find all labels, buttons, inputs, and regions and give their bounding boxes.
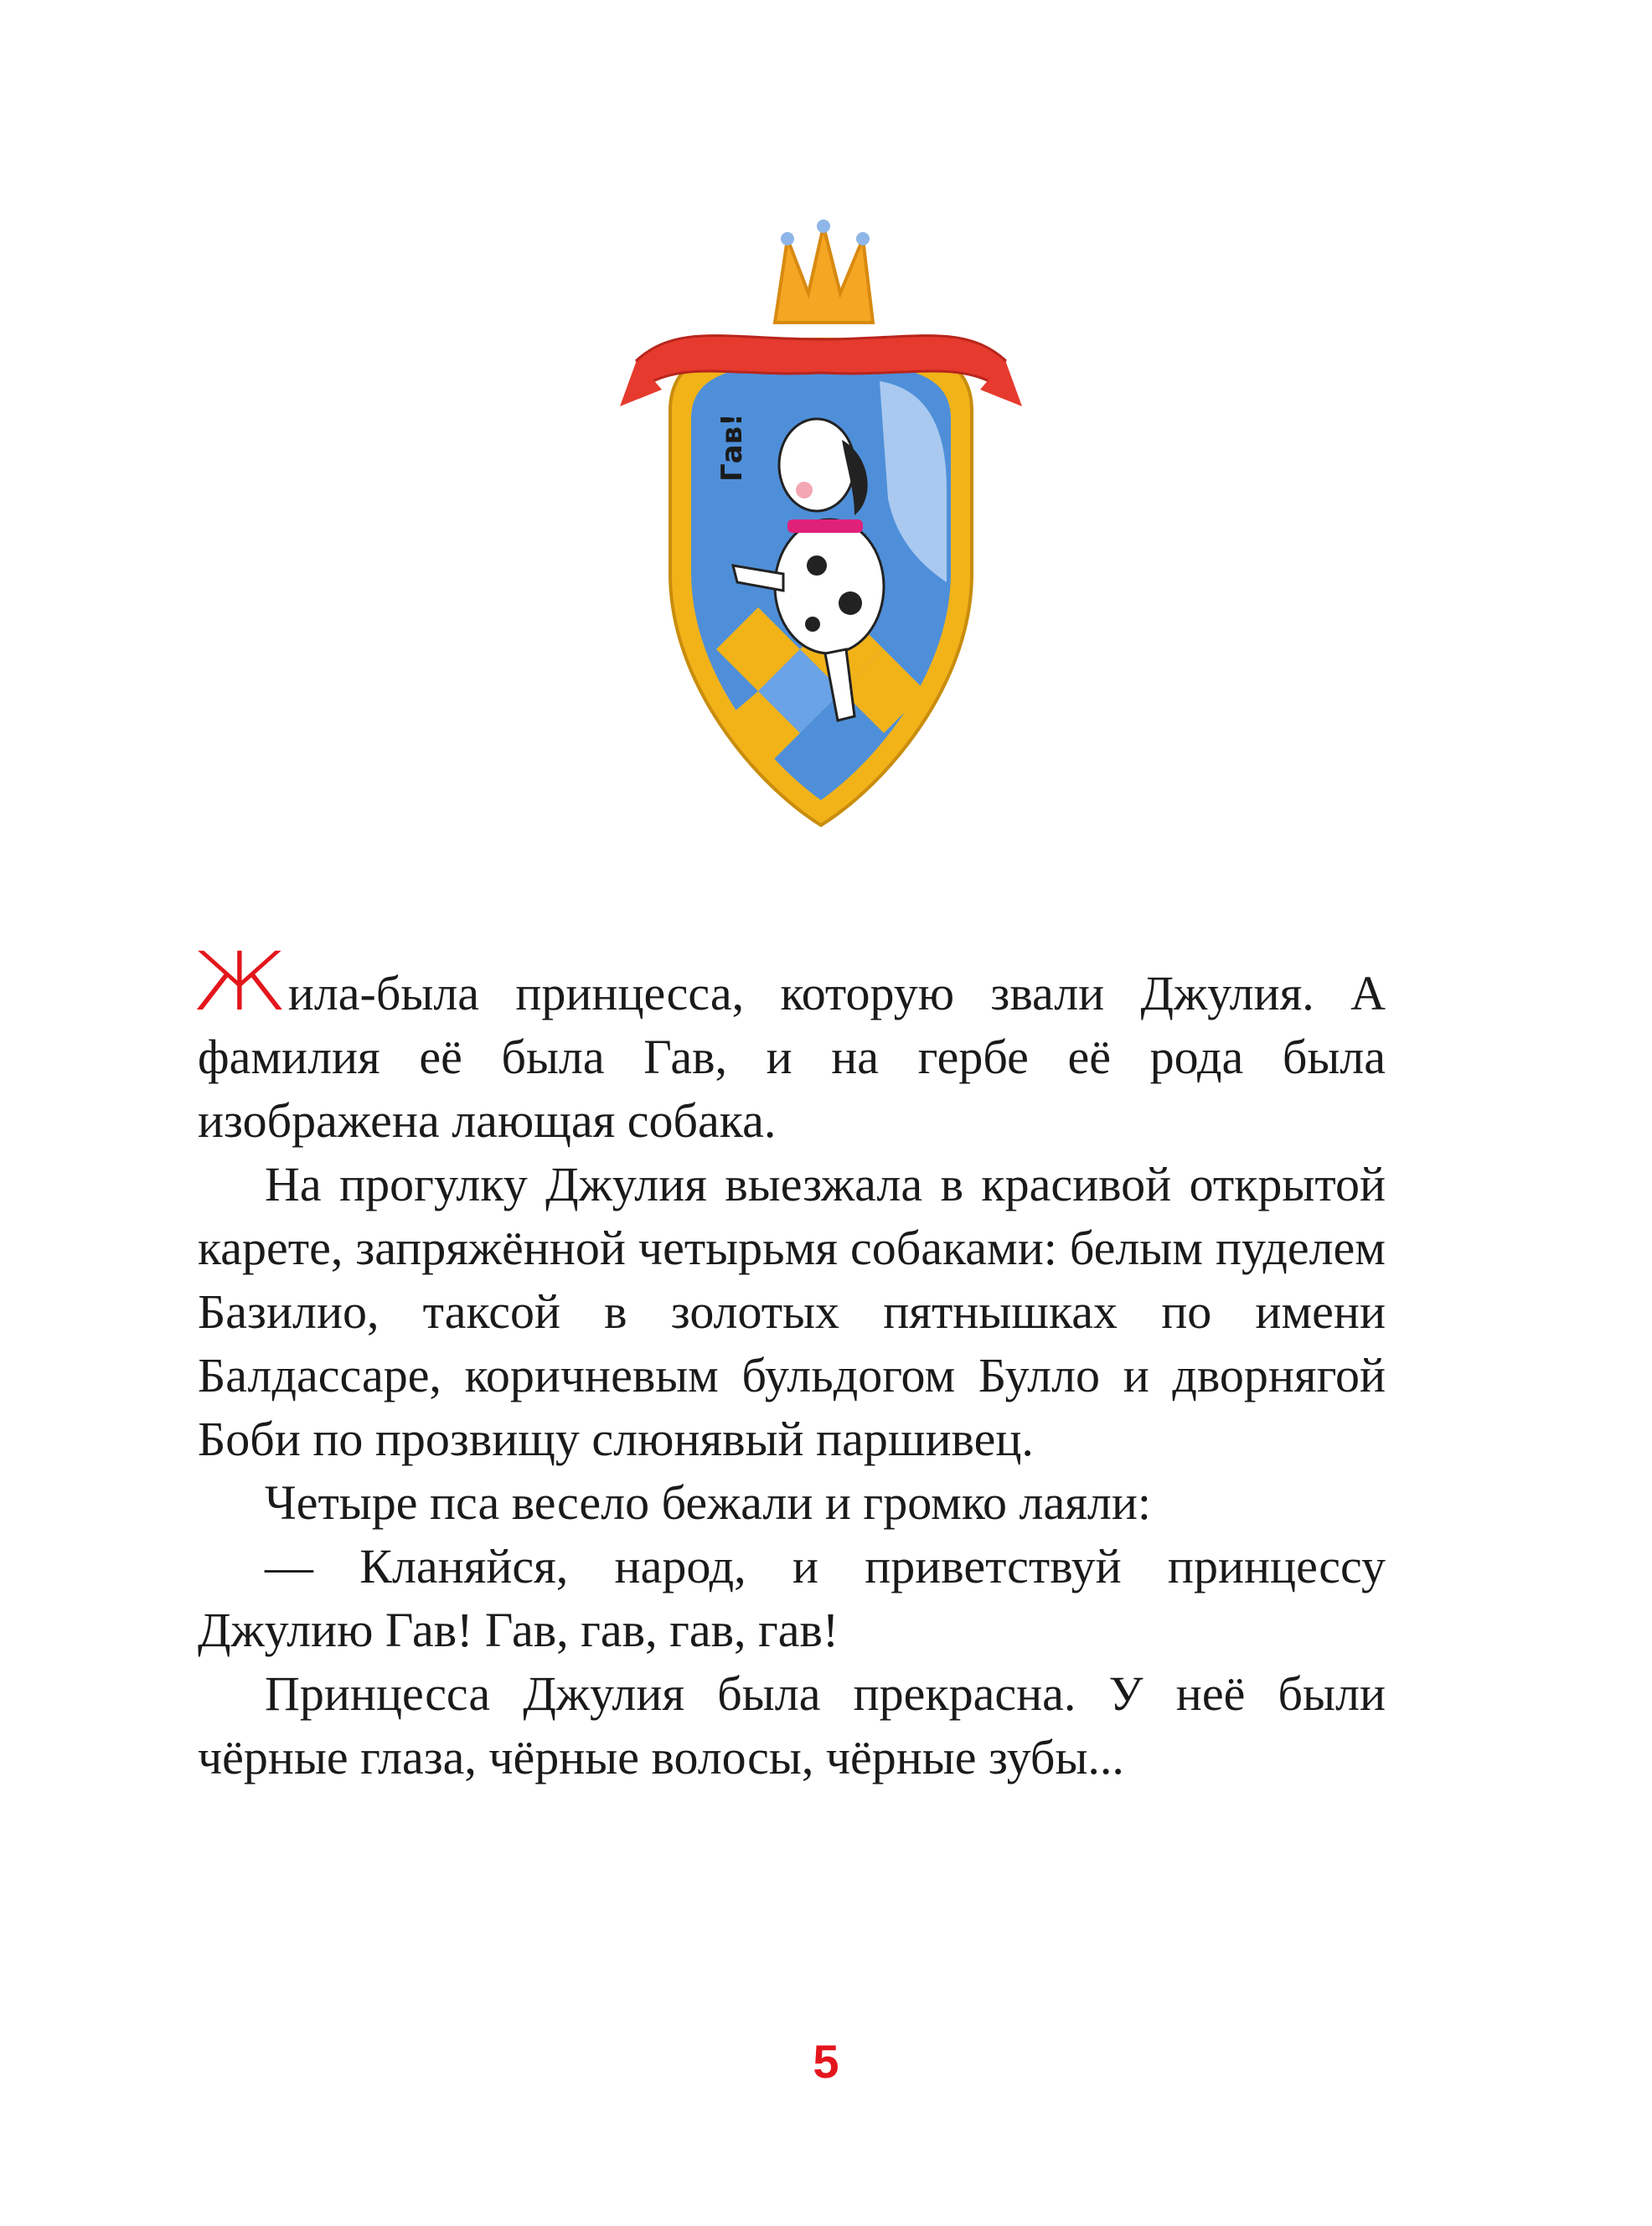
story-text xyxy=(191,935,1386,1790)
page-number: 5 xyxy=(813,2035,839,2088)
paragraph-4: — Кланяйся, народ, и приветствуй принцессу Джулию Гав! Гав, гав, гав, гав! xyxy=(198,1539,1386,1657)
crown xyxy=(775,220,873,323)
crest-svg xyxy=(603,214,1039,850)
coat-of-arms-illustration xyxy=(603,214,1039,850)
paragraph-3: Четыре пса весело бежали и громко лаяли: xyxy=(265,1475,1152,1530)
paragraph-1 xyxy=(191,935,1386,1153)
paragraph-5: Принцесса Джулия была прекрасна. У неё были чёрные глаза, чёрные волосы, чёрные зубы... xyxy=(198,1666,1386,1784)
drop-cap: Ж xyxy=(191,935,288,1029)
paragraph-1-text: ила-была принцесса, которую звали Джулия. А фамилия её была Гав, и на гербе её рода была изображена лающая собака. xyxy=(198,966,1386,1148)
paragraph-2: На прогулку Джулия выезжала в красивой открытой карете, запряжённой четырьмя собаками: белым пуделем Базилио, таксой в золотых пятнышках по имени Балдассаре, коричневым бульдогом Булло и дворнягой Боби по прозвищу слюнявый паршивец. xyxy=(198,1157,1386,1466)
crest-bark-text: Гав! xyxy=(715,413,749,482)
